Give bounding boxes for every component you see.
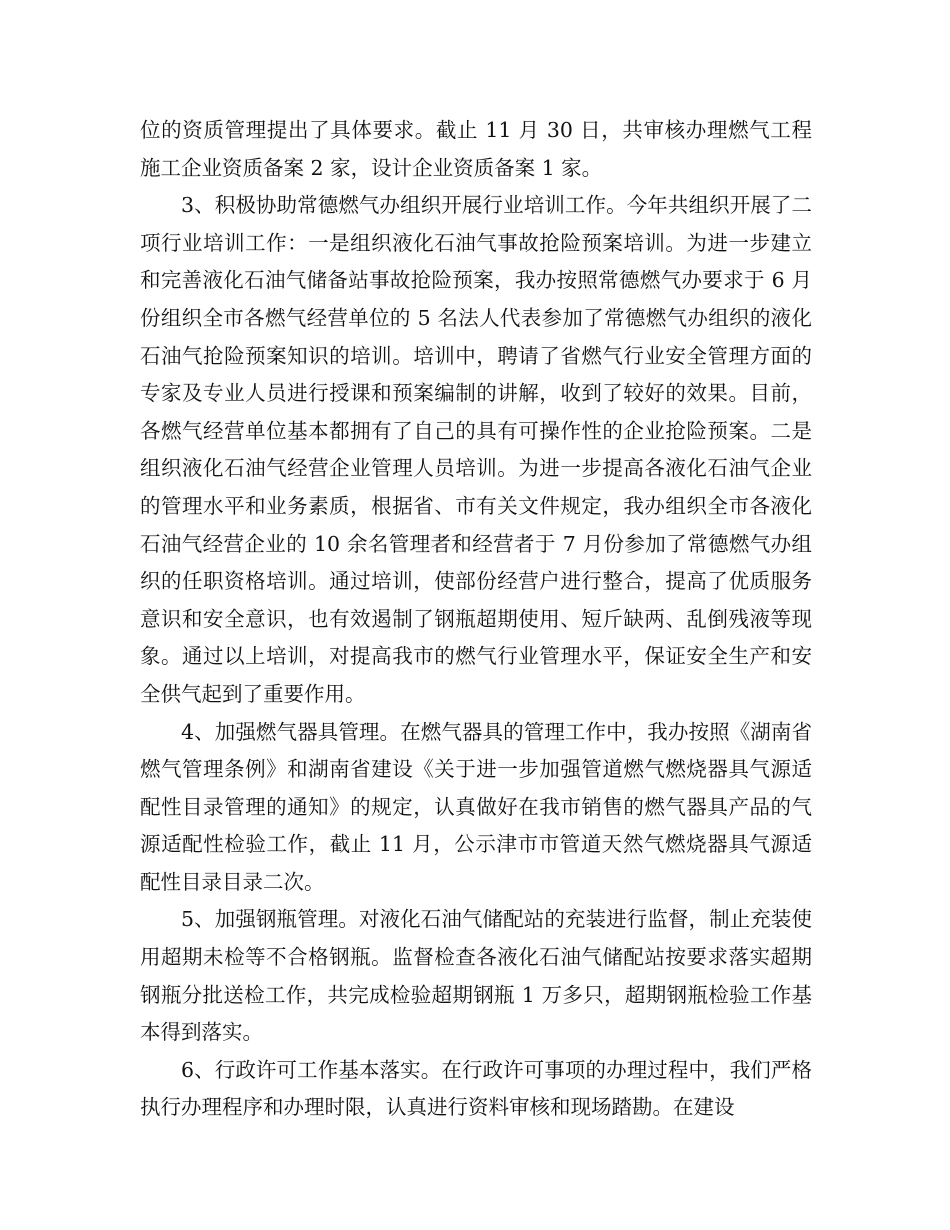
paragraph-qualification-summary: 位的资质管理提出了具体要求。截止 11 月 30 日，共审核办理燃气工程施工企业资质备案 2 家，设计企业资质备案 1 家。 bbox=[140, 118, 812, 180]
paragraph-cylinder-management: 5、加强钢瓶管理。对液化石油气储配站的充装进行监督，制止充装使用超期未检等不合格钢瓶。监督检查各液化石油气储配站按要求落实超期钢瓶分批送检工作，共完成检验超期钢瓶 1 万多只，超期钢瓶检验工作基本得到落实。 bbox=[140, 907, 812, 1045]
paragraph-industry-training: 3、积极协助常德燃气办组织开展行业培训工作。今年共组织开展了二项行业培训工作：一是组织液化石油气事故抢险预案培训。为进一步建立和完善液化石油气储备站事故抢险预案，我办按照常德燃气办要求于 6 月份组织全市各燃气经营单位的 5 名法人代表参加了常德燃气办组织的液化石油气抢险预案知识的培训。培训中，聘请了省燃气行业安全管理方面的专家及专业人员进行授课和预案编制的讲解，收到了较好的效果。目前，各燃气经营单位基本都拥有了自己的具有可操作性的企业抢险预案。二是组织液化石油气经营企业管理人员培训。为进一步提高各液化石油气企业的管理水平和业务素质，根据省、市有关文件规定，我办组织全市各液化石油气经营企业的 10 余名管理者和经营者于 7 月份参加了常德燃气办组织的任职资格培训。通过培训，使部份经营户进行整合，提高了优质服务意识和安全意识，也有效遏制了钢瓶超期使用、短斤缺两、乱倒残液等现象。通过以上培训，对提高我市的燃气行业管理水平，保证安全生产和安全供气起到了重要作用。 bbox=[140, 193, 812, 706]
document-body bbox=[140, 112, 812, 1127]
paragraph-gas-appliance-management: 4、加强燃气器具管理。在燃气器具的管理工作中，我办按照《湖南省燃气管理条例》和湖南省建设《关于进一步加强管道燃气燃烧器具气源适配性目录管理的通知》的规定，认真做好在我市销售的燃气器具产品的气源适配性检验工作，截止 11 月，公示津市市管道天然气燃烧器具气源适配性目录目录二次。 bbox=[140, 719, 812, 894]
paragraph-administrative-licensing: 6、行政许可工作基本落实。在行政许可事项的办理过程中，我们严格执行办理程序和办理时限，认真进行资料审核和现场踏勘。在建设 bbox=[140, 1057, 812, 1120]
